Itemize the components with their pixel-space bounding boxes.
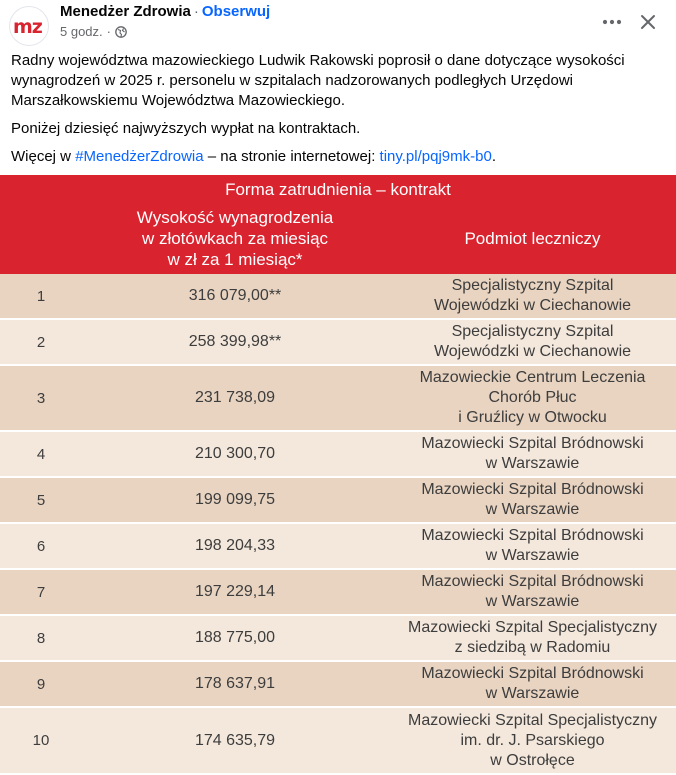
value-column-header: Wysokość wynagrodzenia w złotówkach za miesiąc w zł za 1 miesiąc*: [136, 208, 334, 269]
text-prefix: Więcej w: [11, 148, 76, 165]
row-number: 3: [36, 389, 46, 407]
post-time[interactable]: 5 godz.: [60, 24, 103, 39]
salary-value: 316 079,00**: [188, 287, 282, 304]
healthcare-entity: Mazowiecki Szpital Bródnowski w Warszawie: [421, 481, 644, 518]
row-number: 5: [36, 491, 46, 509]
entity-column-header: Podmiot leczniczy: [464, 229, 601, 248]
url-link[interactable]: tiny.pl/pqj9mk-b0: [379, 148, 492, 165]
table-row: [0, 274, 676, 320]
healthcare-entity: Mazowiecki Szpital Specjalistyczny z siedzibą w Radomiu: [408, 619, 657, 656]
post-image-table[interactable]: [0, 175, 676, 775]
healthcare-entity: Specjalistyczny Szpital Wojewódzki w Ciechanowie: [433, 323, 632, 360]
salary-value: 199 099,75: [194, 491, 276, 508]
row-number: 1: [36, 287, 46, 305]
row-number: 7: [36, 583, 46, 601]
healthcare-entity: Specjalistyczny Szpital Wojewódzki w Ciechanowie: [433, 277, 632, 314]
salary-value: 188 775,00: [194, 629, 276, 646]
post-body: [11, 51, 651, 175]
post-paragraph-2: Poniżej dziesięć najwyższych wypłat na kontraktach.: [11, 120, 361, 137]
table-row: [0, 662, 676, 708]
page-avatar[interactable]: [9, 6, 49, 46]
table-row: [0, 478, 676, 524]
salary-value: 258 399,98**: [188, 333, 282, 350]
row-number: 2: [36, 333, 46, 351]
svg-text:mz: mz: [13, 16, 42, 37]
more-options-button[interactable]: [596, 6, 628, 38]
salary-value: 198 204,33: [194, 537, 276, 554]
table-row: [0, 616, 676, 662]
table-row: [0, 570, 676, 616]
page-name-link[interactable]: Menedżer Zdrowia: [60, 3, 191, 20]
row-number: 10: [32, 732, 50, 749]
healthcare-entity: Mazowiecki Szpital Bródnowski w Warszawie: [421, 435, 644, 472]
text-suffix: .: [491, 148, 496, 165]
salary-value: 210 300,70: [194, 445, 276, 462]
meta-separator: ·: [106, 24, 111, 39]
table-row: [0, 320, 676, 366]
healthcare-entity: Mazowiecki Szpital Bródnowski w Warszawie: [421, 665, 644, 702]
close-icon: [640, 14, 656, 30]
post-meta: [60, 24, 127, 39]
close-button[interactable]: [632, 6, 664, 38]
table-row: [0, 524, 676, 570]
salary-value: 178 637,91: [194, 675, 276, 692]
healthcare-entity: Mazowiecki Szpital Bródnowski w Warszawie: [421, 573, 644, 610]
row-number: 6: [36, 537, 46, 555]
table-row: [0, 366, 676, 432]
mz-logo-icon: [12, 15, 46, 37]
globe-icon[interactable]: [115, 26, 127, 38]
table-row: [0, 708, 676, 775]
table-row: [0, 432, 676, 478]
page-name-line: [60, 3, 270, 20]
healthcare-entity: Mazowieckie Centrum Leczenia Chorób Płuc i Gruźlicy w Otwocku: [419, 369, 646, 426]
row-number: 4: [36, 445, 46, 463]
text-middle: – na stronie internetowej:: [203, 148, 380, 165]
post-header: [0, 0, 676, 48]
healthcare-entity: Mazowiecki Szpital Specjalistyczny im. dr. J. Psarskiego w Ostrołęce: [408, 711, 657, 769]
table-header: [0, 175, 676, 274]
separator: ·: [193, 3, 199, 20]
row-number: 8: [36, 629, 46, 647]
salary-value: 231 738,09: [194, 389, 276, 406]
salary-value: 197 229,14: [194, 583, 276, 600]
follow-button[interactable]: Obserwuj: [201, 3, 271, 20]
salary-value: 174 635,79: [194, 731, 276, 749]
table-title: Forma zatrudnienia – kontrakt: [225, 180, 451, 199]
row-number: 9: [36, 675, 46, 693]
healthcare-entity: Mazowiecki Szpital Bródnowski w Warszawie: [421, 527, 644, 564]
post-paragraph-3: [11, 147, 651, 167]
hashtag-link[interactable]: #MenedżerZdrowia: [75, 148, 204, 165]
post-paragraph-1: Radny województwa mazowieckiego Ludwik Rakowski poprosił o dane dotyczące wysokości wynagrodzeń w 2025 r. personelu w szpitalach nadzorowanych podległych Urzędowi Marszałkowskiemu Województwa Mazowieckiego.: [11, 52, 625, 109]
more-icon: [602, 19, 622, 25]
